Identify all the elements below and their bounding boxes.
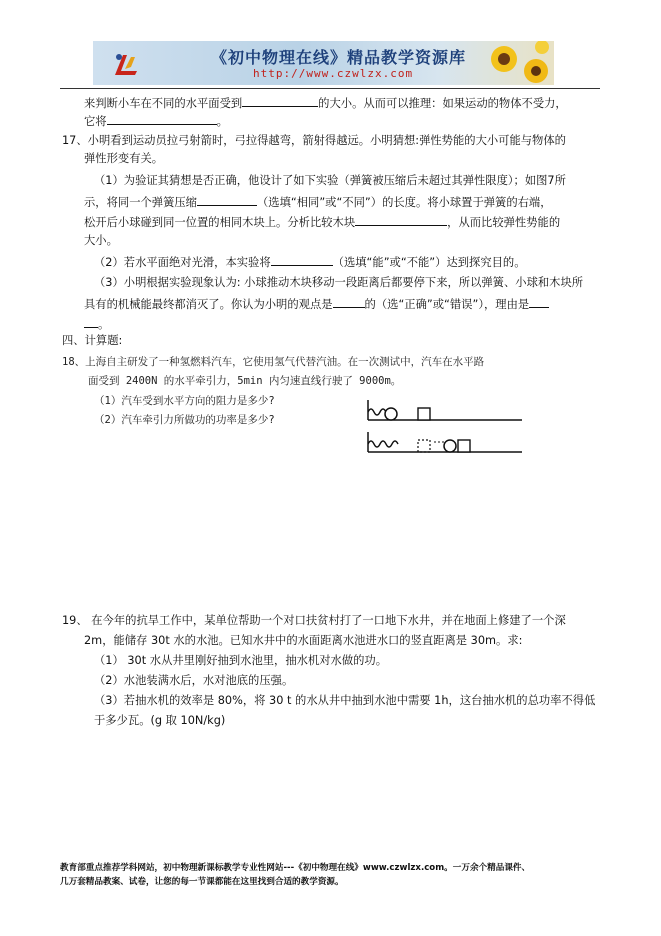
q17-p3-line1: （3）小明根据实验现象认为: 小球推动木块移动一段距离后都要停下来，所以弹簧、小球和木块所 [94,276,584,289]
spring-ball-block-figure [362,398,528,458]
answer-blank [107,113,217,125]
answer-blank [529,296,549,308]
spring-relaxed-icon [368,441,398,447]
footer-line2: 几万套精品教案、试卷，让您的每一节课都能在这里找到合适的教学资源。 [60,877,344,887]
q17-p1-line3: 松开后小球碰到同一位置的相同木块上。分析比较木块 ，从而比较弹性势能的 [84,216,561,229]
answer-blank [333,296,365,308]
answer-blank [242,95,318,107]
q17-p3-line3: 。 [84,316,109,332]
banner-url: http://www.czwlzx.com [253,67,414,80]
block-icon [458,440,470,452]
ball-icon [444,440,456,452]
header-rule [60,88,600,89]
header-banner [93,41,554,85]
q19-sub3-line1: （3）若抽水机的效率是 80%，将 30 t 的水从井中抽到水池中需要 1h，这台抽水机的总功率不得低 [94,694,596,707]
q18-sub1: （1）汽车受到水平方向的阻力是多少? [94,395,275,407]
block-icon [418,408,430,420]
q19-line2: 2m，能储存 30t 水的水池。已知水井中的水面距离水池进水口的竖直距离是 30m。求: [84,634,523,647]
q17-p2: （2）若水平面绝对光滑，本实验将 （选填“能”或“不能”）达到探究目的。 [94,256,526,269]
q18-sub2: （2）汽车牵引力所做功的功率是多少? [94,414,275,426]
q19-line1: 19、 在今年的抗旱工作中，某单位帮助一个对口扶贫村打了一口地下水井，并在地面上修建了一个深 [62,614,566,627]
q18-line2: 面受到 2400N 的水平牵引力，5min 内匀速直线行驶了 9000m。 [88,375,402,387]
sunflower-icon [484,41,554,85]
answer-blank [355,214,447,226]
q17-p1-line4: 大小。 [84,234,118,247]
answer-blank [197,194,257,206]
q18-line1: 18、上海自主研发了一种氢燃料汽车，它使用氢气代替汽油。在一次测试中，汽车在水平路 [62,356,485,368]
q17-p1-line2: 示，将同一个弹簧压缩 （选填“相同”或“不同”）的长度。将小球置于弹簧的右端， [84,196,552,209]
q19-sub1: （1） 30t 水从井里刚好抽到水池里，抽水机对水做的功。 [94,654,388,667]
q16-line1: 来判断小车在不同的水平面受到 的大小。从而可以推理：如果运动的物体不受力， [84,97,567,110]
q17-p3-line2: 具有的机械能最终都消灭了。你认为小明的观点是 的（选“正确”或“错误”），理由是 [84,296,549,312]
q17-intro2: 弹性形变有关。 [84,152,164,165]
q19-sub2: （2）水池装满水后，水对池底的压强。 [94,674,294,687]
answer-blank [271,254,333,266]
footer-line1: 教育部重点推荐学科网站，初中物理新课标教学专业性网站---《初中物理在线》www.czwlzx.com。一万余个精品课件、 [60,863,531,873]
answer-blank [84,316,98,328]
spring-compressed-icon [368,409,386,415]
section-heading: 四、计算题: [62,334,123,347]
ball-icon [385,408,397,420]
site-logo-icon [111,49,141,79]
q17-intro1: 17、小明看到运动员拉弓射箭时，弓拉得越弯，箭射得越远。小明猜想:弹性势能的大小可能与物体的 [62,134,566,147]
block-start-dashed [418,440,430,452]
q16-line2: 它将 。 [84,115,228,128]
banner-title: 《初中物理在线》精品教学资源库 [211,48,467,67]
q17-p1-line1: （1）为验证其猜想是否正确，他设计了如下实验（弹簧被压缩后未超过其弹性限度）；如图7所 [94,174,566,187]
q19-sub3-line2: 于多少瓦。(g 取 10N/kg) [94,714,226,727]
